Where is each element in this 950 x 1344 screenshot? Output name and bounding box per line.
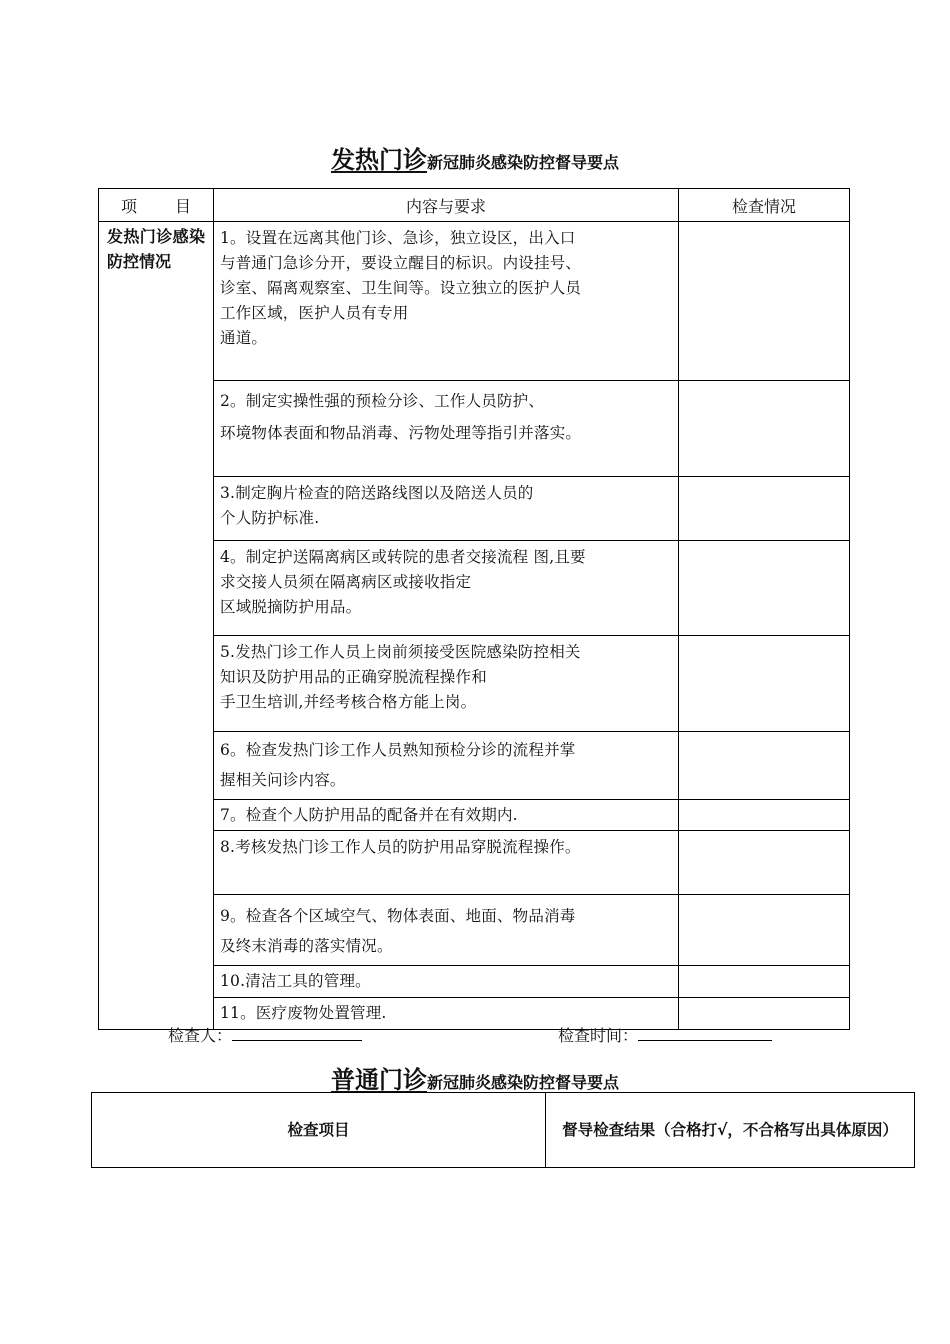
header-check-item: 检查项目 xyxy=(92,1093,546,1168)
check-cell-2[interactable] xyxy=(679,381,850,477)
check-cell-9[interactable] xyxy=(679,895,850,966)
requirement-4: 4。制定护送隔离病区或转院的患者交接流程 图,且要 求交接人员须在隔离病区或接收指定 区域脱摘防护用品。 xyxy=(214,541,679,636)
header-row xyxy=(99,189,850,222)
requirement-6: 6。检查发热门诊工作人员熟知预检分诊的流程并掌 握相关问诊内容。 xyxy=(214,732,679,800)
check-cell-10[interactable] xyxy=(679,966,850,998)
requirement-2: 2。制定实操性强的预检分诊、工作人员防护、 环境物体表面和物品消毒、污物处理等指引并落实。 xyxy=(214,381,679,477)
requirement-5: 5.发热门诊工作人员上岗前须接受医院感染防控相关 知识及防护用品的正确穿脱流程操作和 手卫生培训,并经考核合格方能上岗。 xyxy=(214,636,679,732)
header-row xyxy=(92,1093,915,1168)
inspection-time-label: 检查时间： xyxy=(558,1026,639,1045)
check-cell-5[interactable] xyxy=(679,636,850,732)
header-item: 项 目 xyxy=(99,189,214,222)
inspection-time-field xyxy=(558,1022,772,1046)
check-cell-6[interactable] xyxy=(679,732,850,800)
table-row xyxy=(99,222,850,381)
requirement-9: 9。检查各个区域空气、物体表面、地面、物品消毒 及终末消毒的落实情况。 xyxy=(214,895,679,966)
general-title-main: 普通门诊 xyxy=(330,1066,427,1094)
inspector-blank[interactable] xyxy=(232,1022,362,1041)
header-check-result: 督导检查结果（合格打√，不合格写出具体原因） xyxy=(546,1093,915,1168)
inspection-time-blank[interactable] xyxy=(638,1022,772,1041)
requirement-1: 1。设置在远离其他门诊、急诊，独立设区，出入口 与普通门急诊分开，要设立醒目的标识。内设挂号、 诊室、隔离观察室、卫生间等。设立独立的医护人员 工作区域，医护人员有专用 通道。 xyxy=(214,222,679,381)
category-cell: 发热门诊感染防控情况 xyxy=(99,222,214,1030)
check-cell-1[interactable] xyxy=(679,222,850,381)
requirement-7: 7。检查个人防护用品的配备并在有效期内. xyxy=(214,800,679,831)
check-cell-4[interactable] xyxy=(679,541,850,636)
fever-title-sub: 新冠肺炎感染防控督导要点 xyxy=(426,153,619,172)
requirement-10: 10.清洁工具的管理。 xyxy=(214,966,679,998)
inspector-label: 检查人： xyxy=(168,1026,233,1045)
general-clinic-table xyxy=(91,1092,915,1168)
fever-title-main: 发热门诊 xyxy=(330,146,427,174)
fever-clinic-table xyxy=(98,188,850,1030)
inspector-field xyxy=(168,1022,362,1046)
header-content: 内容与要求 xyxy=(214,189,679,222)
fever-clinic-title xyxy=(0,140,950,175)
requirement-8: 8.考核发热门诊工作人员的防护用品穿脱流程操作。 xyxy=(214,831,679,895)
header-check: 检查情况 xyxy=(679,189,850,222)
requirement-11: 11。医疗废物处置管理. xyxy=(214,998,679,1030)
general-title-sub: 新冠肺炎感染防控督导要点 xyxy=(426,1073,619,1092)
check-cell-3[interactable] xyxy=(679,477,850,541)
check-cell-7[interactable] xyxy=(679,800,850,831)
check-cell-8[interactable] xyxy=(679,831,850,895)
general-clinic-title xyxy=(0,1060,950,1095)
requirement-3: 3.制定胸片检查的陪送路线图以及陪送人员的 个人防护标准. xyxy=(214,477,679,541)
